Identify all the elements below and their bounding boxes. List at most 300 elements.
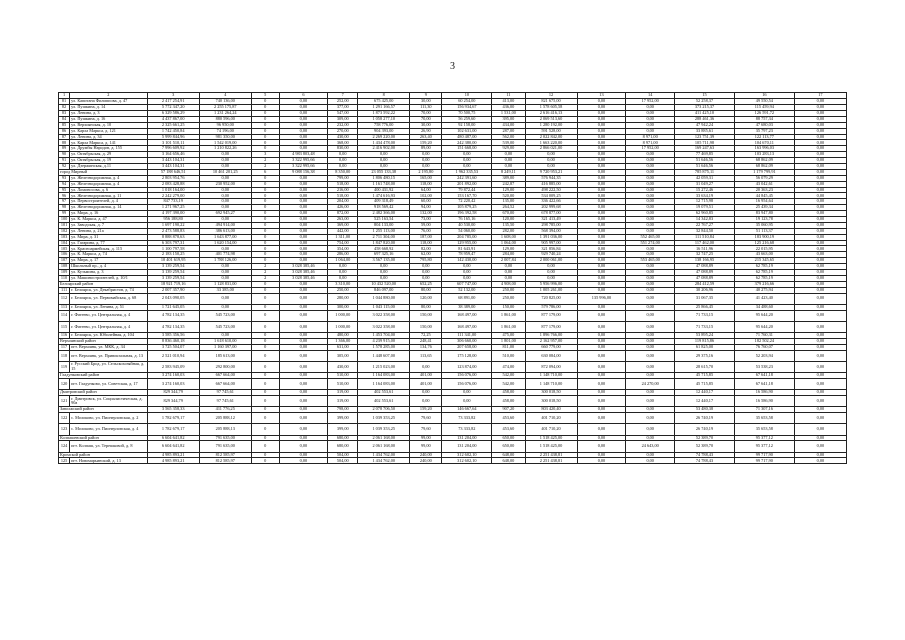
table-cell: 138 166,95: [675, 258, 735, 264]
table-cell: 76 165,16: [442, 217, 492, 223]
row-number-cell: 117: [59, 344, 70, 350]
table-cell: 282,00: [492, 228, 525, 234]
table-cell: 0,00: [358, 158, 410, 164]
table-cell: 2 000 061,00: [525, 258, 577, 264]
table-cell: 0,00: [577, 264, 626, 270]
table-cell: 0,00: [794, 146, 846, 152]
table-cell: 0,00: [442, 152, 492, 158]
table-cell: 3 274 160,03: [147, 378, 199, 389]
table-cell: 16 511,96: [675, 246, 735, 252]
table-cell: 791 635,00: [199, 435, 251, 441]
table-cell: 630 084,00: [525, 350, 577, 361]
table-cell: 20 363,23: [734, 187, 794, 193]
table-cell: 0,00: [626, 373, 675, 379]
table-row: [59, 413, 847, 424]
table-cell: 0,00: [794, 175, 846, 181]
table-cell: 5 956 996,00: [525, 281, 577, 287]
address-cell: ул. Октябрьская, д. 19: [70, 158, 148, 164]
table-cell: 45 715,85: [675, 373, 735, 379]
table-cell: 0: [251, 134, 279, 140]
table-cell: 0,00: [626, 187, 675, 193]
table-cell: 0: [251, 246, 279, 252]
table-cell: 126 591,72: [734, 110, 794, 116]
table-cell: 0,00: [794, 217, 846, 223]
address-cell: ул. Ленина, д. 34: [70, 134, 148, 140]
table-cell: 0,00: [358, 275, 410, 281]
table-cell: 0,00: [794, 390, 846, 396]
table-cell: 0,00: [794, 205, 846, 211]
table-cell: 0: [251, 350, 279, 361]
table-row: [59, 321, 847, 332]
table-cell: 0: [251, 240, 279, 246]
table-cell: 0,00: [794, 169, 846, 175]
group-label: Белоярский район: [59, 281, 148, 287]
table-cell: 0,00: [328, 264, 358, 270]
table-cell: 129,00: [492, 246, 525, 252]
table-cell: 4 197 390,00: [147, 211, 199, 217]
table-cell: 71 733,15: [675, 321, 735, 332]
address-cell: ул. Пушкина, д. 14: [70, 105, 148, 111]
table-cell: 409 318,49: [358, 199, 410, 205]
table-cell: 2 061 168,00: [358, 435, 410, 441]
table-cell: 47 088,89: [675, 275, 735, 281]
address-cell: ул. Ленина, д. 21а: [70, 228, 148, 234]
table-cell: 0,00: [577, 116, 626, 122]
table-cell: 0: [251, 222, 279, 228]
table-cell: 0: [251, 373, 279, 379]
table-cell: 26 740,19: [675, 424, 735, 435]
table-cell: 52 389,70: [675, 441, 735, 452]
table-cell: 0,00: [279, 240, 328, 246]
address-cell: пгт. Колпаш, ул. Терешковой, д. 8: [70, 441, 148, 452]
table-cell: 43 663,00: [734, 252, 794, 258]
table-cell: 1 128 831,00: [199, 281, 251, 287]
row-number-cell: 98: [59, 205, 70, 211]
row-number-cell: 113: [59, 304, 70, 310]
table-cell: 250,00: [492, 293, 525, 304]
table-cell: 0,00: [626, 211, 675, 217]
table-cell: 15 272,46: [675, 187, 735, 193]
table-cell: 680,00: [328, 441, 358, 452]
table-cell: 0,00: [577, 246, 626, 252]
table-cell: 0,00: [577, 193, 626, 199]
row-number-cell: 103: [59, 234, 70, 240]
table-cell: 0,00: [199, 270, 251, 276]
table-cell: 185 613,00: [199, 350, 251, 361]
row-number-cell: 105: [59, 246, 70, 252]
table-cell: 4 985 893,21: [147, 452, 199, 458]
table-cell: 0: [251, 361, 279, 372]
table-cell: 0,00: [279, 217, 328, 223]
row-number-cell: 115: [59, 321, 70, 332]
table-cell: 652,25: [410, 281, 442, 287]
table-cell: 354,00: [328, 246, 358, 252]
table-cell: 2 162 957,00: [525, 338, 577, 344]
table-cell: 150,00: [410, 321, 442, 332]
column-header: 7: [328, 93, 358, 99]
table-cell: 123 751,39: [675, 134, 735, 140]
table-cell: 0,00: [626, 281, 675, 287]
table-cell: 2 803 954,76: [147, 175, 199, 181]
table-cell: 2 078 706,50: [358, 407, 410, 413]
table-cell: 67 641,18: [734, 378, 794, 389]
table-cell: 0,00: [626, 152, 675, 158]
table-cell: 0: [251, 452, 279, 458]
table-cell: 1 018 164,00: [147, 187, 199, 193]
table-cell: 510,00: [328, 378, 358, 389]
table-cell: 8 971,00: [626, 134, 675, 140]
table-cell: 0,00: [525, 275, 577, 281]
address-cell: ул. Ленина, д. 3: [70, 110, 148, 116]
table-cell: 0,00: [279, 333, 328, 339]
table-cell: 53 895,24: [675, 333, 735, 339]
row-number-cell: 100: [59, 217, 70, 223]
table-cell: 72,25: [410, 333, 442, 339]
table-cell: 0,00: [577, 234, 626, 240]
table-cell: 165,00: [410, 175, 442, 181]
table-cell: 6: [251, 169, 279, 175]
table-cell: 45 715,85: [675, 378, 735, 389]
address-cell: с. Молоково, ул. Пионерловская, д. 2: [70, 413, 148, 424]
table-cell: 1 742 450,84: [147, 128, 199, 134]
table-cell: 0,00: [577, 187, 626, 193]
table-cell: 18 921 719,16: [147, 281, 199, 287]
table-cell: 3 101 510,11: [147, 140, 199, 146]
table-cell: 0,00: [577, 128, 626, 134]
column-header: 4: [199, 93, 251, 99]
table-cell: 0,00: [626, 407, 675, 413]
table-cell: 0,00: [794, 199, 846, 205]
table-cell: 0,00: [626, 333, 675, 339]
table-cell: 0,00: [577, 407, 626, 413]
table-cell: 458,00: [492, 396, 525, 407]
row-number-cell: 81: [59, 99, 70, 105]
table-cell: 4 239 915,00: [358, 338, 410, 344]
table-cell: 0,00: [626, 110, 675, 116]
table-cell: 26 740,19: [675, 413, 735, 424]
table-cell: 240,00: [410, 458, 442, 464]
table-cell: 0,00: [199, 175, 251, 181]
table-cell: 0,00: [279, 350, 328, 361]
table-cell: 426,00: [328, 205, 358, 211]
table-cell: 41 423,40: [734, 293, 794, 304]
table-cell: 2 022 842,00: [525, 134, 577, 140]
table-cell: 0,00: [626, 222, 675, 228]
table-cell: 74 788,43: [675, 452, 735, 458]
table-cell: 319,00: [328, 390, 358, 396]
table-cell: 319,00: [328, 396, 358, 407]
table-cell: 52 389,70: [675, 435, 735, 441]
table-cell: 62 785,19: [734, 270, 794, 276]
table-cell: 0,00: [626, 304, 675, 310]
table-cell: 60 254,00: [442, 99, 492, 105]
table-cell: 648,00: [492, 458, 525, 464]
table-cell: 389,00: [492, 175, 525, 181]
table-cell: 56 259,60: [442, 116, 492, 122]
table-cell: 547,00: [328, 110, 358, 116]
row-number-cell: 97: [59, 199, 70, 205]
table-cell: 0,00: [626, 264, 675, 270]
table-cell: 3 028 385,46: [279, 270, 328, 276]
table-cell: 73 333,82: [442, 424, 492, 435]
table-cell: 0,00: [279, 338, 328, 344]
row-number-cell: 116: [59, 333, 70, 339]
table-cell: 413,00: [492, 99, 525, 105]
table-cell: 430,00: [328, 361, 358, 372]
table-cell: 918 569,42: [358, 205, 410, 211]
table-cell: 288 461,36: [675, 116, 735, 122]
table-cell: 33 634,19: [675, 193, 735, 199]
table-cell: 115 459,94: [734, 105, 794, 111]
table-cell: 430,00: [328, 134, 358, 140]
table-cell: 8 971,00: [626, 140, 675, 146]
table-cell: 8 888 878,63: [147, 234, 199, 240]
table-cell: 2 417 254,91: [147, 99, 199, 105]
table-cell: 1 542 019,00: [199, 140, 251, 146]
table-cell: 607 747,00: [442, 281, 492, 287]
row-number-cell: 110: [59, 275, 70, 281]
table-cell: 520,00: [492, 193, 525, 199]
table-cell: 51 113,37: [734, 228, 794, 234]
table-cell: 754,00: [328, 240, 358, 246]
table-cell: 187,00: [410, 234, 442, 240]
address-cell: г. Русский Брод, ул. Сельскохозяйная, д. 15: [70, 361, 148, 372]
group-label: Верхоянский район: [59, 338, 148, 344]
table-cell: 0,00: [279, 116, 328, 122]
table-cell: 0,00: [626, 105, 675, 111]
table-cell: 0,00: [279, 99, 328, 105]
table-cell: 42 059,31: [675, 175, 735, 181]
table-cell: 411 776,25: [199, 407, 251, 413]
table-cell: 71 733,15: [675, 310, 735, 321]
column-header: 10: [442, 93, 492, 99]
table-cell: 0,00: [577, 152, 626, 158]
table-cell: 667 664,00: [199, 373, 251, 379]
table-cell: 2 007,84: [492, 258, 525, 264]
address-cell: пгт. Новомарьинский, д. 13: [70, 458, 148, 464]
table-cell: 123 874,00: [442, 361, 492, 372]
table-cell: 0: [251, 304, 279, 310]
row-number-cell: 118: [59, 350, 70, 361]
table-cell: 204,00: [328, 199, 358, 205]
table-cell: 0,00: [626, 458, 675, 464]
table-cell: 99,00: [410, 441, 442, 452]
table-cell: 287,00: [492, 128, 525, 134]
group-label: Кромской район: [59, 452, 148, 458]
table-cell: 129,00: [492, 187, 525, 193]
table-cell: 0: [251, 293, 279, 304]
table-cell: 1 164 083,00: [358, 373, 410, 379]
address-cell: Школьный пр., д. 4: [70, 264, 148, 270]
row-number-cell: 84: [59, 116, 70, 122]
table-cell: 480,00: [328, 333, 358, 339]
table-cell: 3 164 656,46: [147, 152, 199, 158]
table-cell: 95 644,20: [734, 310, 794, 321]
table-cell: 436,00: [492, 105, 525, 111]
table-cell: 47 942,24: [675, 122, 735, 128]
table-cell: 51 646,56: [675, 163, 735, 169]
table-cell: 411 425,10: [675, 110, 735, 116]
table-cell: 1 058 277,10: [358, 116, 410, 122]
table-cell: 24 270,00: [626, 378, 675, 389]
table-row: [59, 441, 847, 452]
table-cell: 125 216,68: [734, 240, 794, 246]
table-cell: 434,00: [492, 122, 525, 128]
table-cell: 56 079,29: [734, 175, 794, 181]
table-cell: 0,00: [794, 350, 846, 361]
table-cell: 877 179,00: [525, 321, 577, 332]
row-number-cell: 102: [59, 228, 70, 234]
table-cell: 0,00: [199, 293, 251, 304]
table-cell: 76,00: [410, 228, 442, 234]
table-cell: 377,00: [328, 105, 358, 111]
table-cell: 159,20: [410, 140, 442, 146]
table-cell: 0,00: [577, 258, 626, 264]
row-number-cell: 120: [59, 378, 70, 389]
table-cell: 68 862,09: [734, 163, 794, 169]
row-number-cell: 109: [59, 270, 70, 276]
table-cell: 1 434 478,00: [358, 140, 410, 146]
table-cell: 0,00: [358, 270, 410, 276]
table-cell: 96 950,00: [199, 122, 251, 128]
table-cell: 0,00: [279, 424, 328, 435]
table-cell: 0,00: [794, 211, 846, 217]
table-cell: 1 620 154,00: [199, 240, 251, 246]
table-cell: 680,00: [328, 435, 358, 441]
table-cell: 0,00: [626, 396, 675, 407]
table-cell: 31 067,35: [675, 293, 735, 304]
table-cell: 53 538,23: [734, 361, 794, 372]
table-cell: 8 836 460,18: [147, 338, 199, 344]
table-cell: 1 453 704,00: [358, 333, 410, 339]
table-cell: 33 885,61: [675, 128, 735, 134]
table-cell: 0: [251, 396, 279, 407]
table-cell: 80,00: [410, 287, 442, 293]
table-cell: 0,00: [626, 193, 675, 199]
table-cell: 284,00: [492, 252, 525, 258]
table-cell: 1 697 190,22: [147, 222, 199, 228]
table-cell: 2 482 366,00: [358, 211, 410, 217]
table-cell: 183 900,19: [734, 234, 794, 240]
table-cell: 0,00: [442, 158, 492, 164]
table-cell: 3 310,00: [328, 281, 358, 287]
row-number-cell: 95: [59, 187, 70, 193]
table-cell: 795,80: [410, 258, 442, 264]
table-cell: 2 195,80: [410, 169, 442, 175]
table-cell: 0,00: [577, 140, 626, 146]
table-cell: 956 188,80: [147, 217, 199, 223]
table-cell: 4 908,00: [492, 281, 525, 287]
table-cell: 118,00: [410, 181, 442, 187]
address-cell: ул. Мира, д. 16: [70, 211, 148, 217]
address-cell: г. Фатеево, ул. Центральная, д. 4: [70, 310, 148, 321]
table-cell: 0,00: [794, 378, 846, 389]
column-header: 13: [577, 93, 626, 99]
address-cell: г. Дмитровск, ул. Социалистическая, д. 90а: [70, 396, 148, 407]
table-cell: 907,20: [492, 407, 525, 413]
table-cell: 0,00: [279, 361, 328, 372]
table-cell: 35 060,95: [734, 222, 794, 228]
table-cell: 0,00: [577, 321, 626, 332]
table-cell: 71 760,31: [734, 333, 794, 339]
table-cell: 0,00: [279, 396, 328, 407]
address-cell: ул. Ломоносова, д. 6: [70, 187, 148, 193]
table-cell: 373 215,37: [675, 105, 735, 111]
table-cell: 0,00: [577, 228, 626, 234]
table-cell: 1 782 679,17: [147, 424, 199, 435]
table-cell: 0,00: [626, 199, 675, 205]
group-label: Гладунковский район: [59, 373, 148, 379]
table-cell: 0,00: [199, 187, 251, 193]
table-cell: 25 439,34: [734, 205, 794, 211]
table-cell: 16 954,64: [734, 199, 794, 205]
table-cell: 416 885,00: [525, 181, 577, 187]
table-cell: 4 983 803,48: [279, 152, 328, 158]
table-cell: 1 861,00: [492, 310, 525, 321]
group-label: город Мирный: [59, 169, 148, 175]
table-cell: 0,00: [626, 293, 675, 304]
table-cell: 401,00: [410, 378, 442, 389]
row-number-cell: 121: [59, 396, 70, 407]
table-row: [59, 458, 847, 464]
table-cell: 0,00: [577, 110, 626, 116]
table-cell: 0: [251, 258, 279, 264]
table-cell: 168 497,00: [442, 321, 492, 332]
table-cell: 7 996 609,92: [147, 146, 199, 152]
table-cell: 0,00: [577, 205, 626, 211]
table-cell: 0: [251, 99, 279, 105]
address-cell: ул. Октябрьская, д. 29: [70, 152, 148, 158]
table-cell: 99 717,90: [734, 458, 794, 464]
table-cell: 0,00: [794, 99, 846, 105]
table-cell: 1 271 967,25: [147, 205, 199, 211]
table-cell: 35 653,58: [734, 424, 794, 435]
table-cell: 242,87: [492, 181, 525, 187]
table-cell: 0,00: [410, 396, 442, 407]
table-cell: 5 772 347,20: [147, 105, 199, 111]
address-cell: ул. Железнодорожная, д. 14: [70, 205, 148, 211]
table-cell: 300 018,50: [525, 396, 577, 407]
table-cell: 1 039 353,25: [358, 413, 410, 424]
table-cell: 812 585,97: [199, 458, 251, 464]
column-header: 3: [147, 93, 199, 99]
table-cell: 0,00: [577, 181, 626, 187]
table-cell: 1 518 425,00: [525, 435, 577, 441]
table-cell: 0,00: [577, 158, 626, 164]
table-cell: 2 183 150,25: [147, 252, 199, 258]
table-cell: 95 377,12: [734, 441, 794, 452]
table-cell: 0,00: [577, 270, 626, 276]
table-cell: 0,00: [410, 264, 442, 270]
table-cell: 510,00: [328, 373, 358, 379]
group-label: Заволжский район: [59, 407, 148, 413]
table-cell: 6 329 586,29: [147, 110, 199, 116]
column-header: 12: [525, 93, 577, 99]
table-cell: 1 064,00: [492, 240, 525, 246]
table-cell: 201 892,00: [442, 181, 492, 187]
table-cell: 280,00: [328, 293, 358, 304]
table-cell: 0,00: [626, 344, 675, 350]
table-cell: 175 128,00: [442, 350, 492, 361]
table-cell: 0: [251, 181, 279, 187]
column-header: 9: [410, 93, 442, 99]
table-cell: 0,00: [794, 158, 846, 164]
table-cell: 0,00: [279, 390, 328, 396]
table-cell: 82,00: [410, 246, 442, 252]
table-cell: 552 465,00: [626, 234, 675, 240]
table-cell: 0,00: [577, 281, 626, 287]
table-cell: 0,00: [328, 270, 358, 276]
